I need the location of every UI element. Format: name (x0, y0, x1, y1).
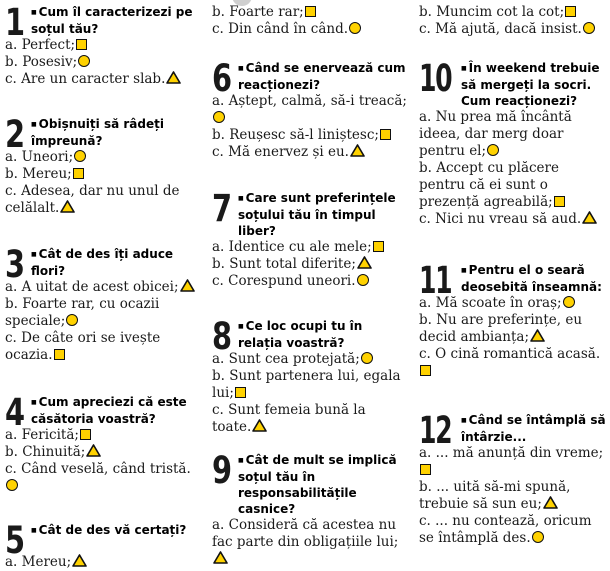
triangle-icon (357, 256, 372, 269)
answer-option[interactable] (5, 166, 200, 183)
answer-option[interactable] (419, 346, 607, 380)
question-3 (5, 243, 200, 364)
answer-text: c. Corespund uneori. (212, 272, 356, 289)
triangle-icon (166, 71, 181, 84)
answer-text: c. Mă ajută, dacă insist. (419, 21, 582, 37)
question-header (5, 243, 200, 286)
circle-icon (66, 314, 78, 326)
question-number: 12 (419, 409, 452, 452)
square-icon (373, 241, 384, 252)
answer-options (5, 427, 200, 495)
answer-options (419, 295, 607, 380)
answer-option[interactable] (5, 427, 200, 444)
answer-option[interactable] (5, 296, 200, 330)
answer-option[interactable] (212, 4, 407, 21)
question-title: ■ Cât de des vă certați? (5, 522, 200, 539)
triangle-icon (72, 554, 87, 567)
triangle-icon (582, 211, 597, 224)
question-header (212, 315, 407, 358)
question-header (419, 57, 607, 109)
triangle-icon (252, 419, 267, 432)
question-title: ■ În weekend trebuie să mergeți la socri. Cum reacționezi? (419, 60, 607, 109)
question-title: ■ Când se enervează cum reacționezi? (212, 60, 407, 93)
answer-text: b. Nu are preferințe, eu decid ambianța; (419, 311, 583, 345)
question-title: ■ Cât de mult se implică soțul tău în responsabilitățile casnice? (212, 452, 407, 517)
answer-options (419, 4, 607, 38)
question-title: ■ Cât de des îți aduce flori? (5, 246, 200, 279)
answer-option[interactable] (212, 351, 407, 368)
question-2 (5, 113, 200, 217)
question-number: 9 (212, 449, 231, 492)
answer-options (5, 149, 200, 217)
answer-option[interactable] (212, 517, 407, 568)
question-title: ■ Obișnuiți să râdeți împreună? (5, 116, 200, 149)
square-icon (235, 387, 246, 398)
square-icon (80, 429, 91, 440)
answer-text: c. Mă enervez și eu. (212, 143, 349, 160)
answer-options (212, 4, 407, 38)
question-12 (419, 409, 607, 547)
answer-option[interactable] (419, 312, 607, 346)
answer-options (5, 279, 200, 364)
answer-option[interactable] (419, 479, 607, 513)
square-icon (54, 349, 65, 360)
circle-icon (583, 22, 595, 34)
answer-options (419, 445, 607, 547)
answer-option[interactable] (419, 4, 607, 21)
question-header (212, 449, 407, 517)
answer-option[interactable] (419, 211, 607, 228)
question-10 (419, 57, 607, 228)
answer-text: c. O cină romantică acasă. (419, 345, 601, 362)
answer-text: b. Chinuită; (5, 443, 86, 460)
question-number: 10 (419, 57, 452, 100)
question-header (212, 187, 407, 239)
answer-text: c. Sunt femeia bună la toate. (212, 401, 366, 435)
question-title: ■ Cum îl caracterizezi pe soțul tău? (5, 4, 200, 37)
answer-option[interactable] (419, 513, 607, 547)
answer-text: b. Posesiv; (5, 53, 78, 70)
question-title: ■ Pentru el o seară deosebită înseamnă: (419, 262, 607, 295)
question-8 (212, 315, 407, 436)
answer-text: b. Reușesc să-l liniștesc; (212, 126, 379, 143)
question-number: 1 (5, 1, 24, 44)
answer-options (5, 554, 200, 571)
answer-option[interactable] (419, 109, 607, 160)
answer-text: c. Adesea, dar nu unul de celălalt. (5, 182, 180, 216)
triangle-icon (530, 329, 545, 342)
answer-text: c. Din când în când. (212, 21, 349, 37)
answer-options (5, 37, 200, 88)
answer-text: a. Mereu; (5, 554, 72, 570)
circle-icon (357, 274, 369, 286)
question-header (5, 113, 200, 156)
answer-option[interactable] (212, 273, 407, 290)
answer-text: a. Sunt cea protejată; (212, 350, 360, 367)
square-icon (420, 464, 431, 475)
answer-text: a. Aștept, calmă, să-i treacă; (212, 92, 407, 109)
triangle-icon (543, 496, 558, 509)
answer-option[interactable] (5, 279, 200, 296)
answer-text: b. Accept cu plăcere pentru că ei sunt o prezență agreabilă; (419, 159, 559, 210)
question-11 (419, 259, 607, 380)
square-icon (76, 39, 87, 50)
question-4 (5, 391, 200, 495)
square-icon (554, 196, 565, 207)
question-7 (212, 187, 407, 290)
triangle-icon (180, 279, 195, 292)
question-title: ■ Ce loc ocupi tu în relația voastră? (212, 318, 407, 351)
question-number: 7 (212, 187, 231, 230)
answer-text: c. ... nu contează, oricum se întâmplă des. (419, 512, 592, 546)
answer-option[interactable] (212, 127, 407, 144)
circle-icon (6, 479, 18, 491)
answer-text: b. ... uită să-mi spună, trebuie să sun eu; (419, 478, 571, 512)
triangle-icon (60, 200, 75, 213)
answer-options (419, 109, 607, 228)
triangle-icon (213, 551, 228, 564)
answer-text: b. Sunt total diferite; (212, 255, 356, 272)
answer-text: c. Nici nu vreau să aud. (419, 210, 582, 227)
answer-option[interactable] (5, 71, 200, 88)
answer-option[interactable] (212, 256, 407, 273)
answer-option[interactable] (5, 330, 200, 364)
answer-option[interactable] (5, 444, 200, 461)
question-title: ■ Când se întâmplă să întârzie... (419, 412, 607, 445)
answer-option[interactable] (212, 93, 407, 127)
answer-option[interactable] (212, 402, 407, 436)
answer-text: b. Sunt partenera lui, egala lui; (212, 367, 401, 401)
answer-text: a. ... mă anunță din vreme; (419, 444, 604, 461)
triangle-icon (350, 144, 365, 157)
circle-icon (563, 296, 575, 308)
question-title: ■ Cum apreciezi că este căsătoria voastră? (5, 394, 200, 427)
answer-text: a. Consideră că acestea nu fac parte din obligațiile lui; (212, 516, 399, 550)
question-9 (419, 4, 607, 38)
question-header (419, 259, 607, 302)
question-6 (212, 57, 407, 161)
answer-option[interactable] (5, 149, 200, 166)
question-header (5, 391, 200, 434)
question-number: 5 (5, 519, 24, 562)
question-5 (5, 519, 200, 571)
circle-icon (78, 55, 90, 67)
question-9 (212, 449, 407, 568)
question-number: 3 (5, 243, 24, 286)
answer-text: b. Mereu; (5, 165, 72, 182)
answer-text: c. Are un caracter slab. (5, 70, 166, 87)
question-header (212, 57, 407, 100)
answer-option[interactable] (5, 554, 200, 571)
square-icon (305, 6, 316, 17)
circle-icon (487, 144, 499, 156)
answer-option[interactable] (419, 160, 607, 211)
question-number: 11 (419, 259, 452, 302)
circle-icon (74, 150, 86, 162)
answer-option[interactable] (212, 368, 407, 402)
circle-icon (361, 352, 373, 364)
question-header (5, 1, 200, 44)
answer-option[interactable] (419, 21, 607, 38)
answer-option[interactable] (212, 21, 407, 38)
answer-option[interactable] (5, 461, 200, 495)
answer-text: a. Perfect; (5, 36, 76, 53)
circle-icon (213, 111, 225, 123)
question-number: 6 (212, 57, 231, 100)
question-number: 2 (5, 113, 24, 156)
question-title: ■ Care sunt preferințele soțului tău în timpul liber? (212, 190, 407, 239)
answer-text: a. Fericită; (5, 426, 79, 443)
answer-option[interactable] (5, 54, 200, 71)
square-icon (380, 129, 391, 140)
answer-text: a. Nu prea mă încântă ideea, dar merg doar pentru el; (419, 108, 572, 159)
answer-text: b. Foarte rar; (212, 4, 304, 20)
answer-option[interactable] (5, 37, 200, 54)
answer-text: a. Identice cu ale mele; (212, 238, 372, 255)
answer-options (212, 239, 407, 290)
question-1 (5, 1, 200, 88)
answer-option[interactable] (212, 239, 407, 256)
question-number: 8 (212, 315, 231, 358)
square-icon (565, 6, 576, 17)
answer-options (212, 93, 407, 161)
answer-text: c. De câte ori se ivește ocazia. (5, 329, 161, 363)
answer-text: c. Când veselă, când tristă. (5, 460, 191, 477)
answer-options (212, 517, 407, 568)
answer-text: b. Foarte rar, cu ocazii speciale; (5, 295, 160, 329)
square-icon (420, 365, 431, 376)
answer-text: a. Mă scoate în oraș; (419, 294, 562, 311)
answer-text: b. Muncim cot la cot; (419, 4, 565, 20)
answer-options (212, 351, 407, 436)
answer-text: a. A uitat de acest obicei; (5, 278, 179, 295)
question-5 (212, 4, 407, 38)
square-icon (73, 168, 84, 179)
question-header (419, 409, 607, 452)
circle-icon (349, 22, 361, 34)
answer-option[interactable] (5, 183, 200, 217)
question-number: 4 (5, 391, 24, 434)
answer-text: a. Uneori; (5, 148, 74, 165)
answer-option[interactable] (212, 144, 407, 161)
circle-icon (532, 531, 544, 543)
triangle-icon (86, 444, 101, 457)
